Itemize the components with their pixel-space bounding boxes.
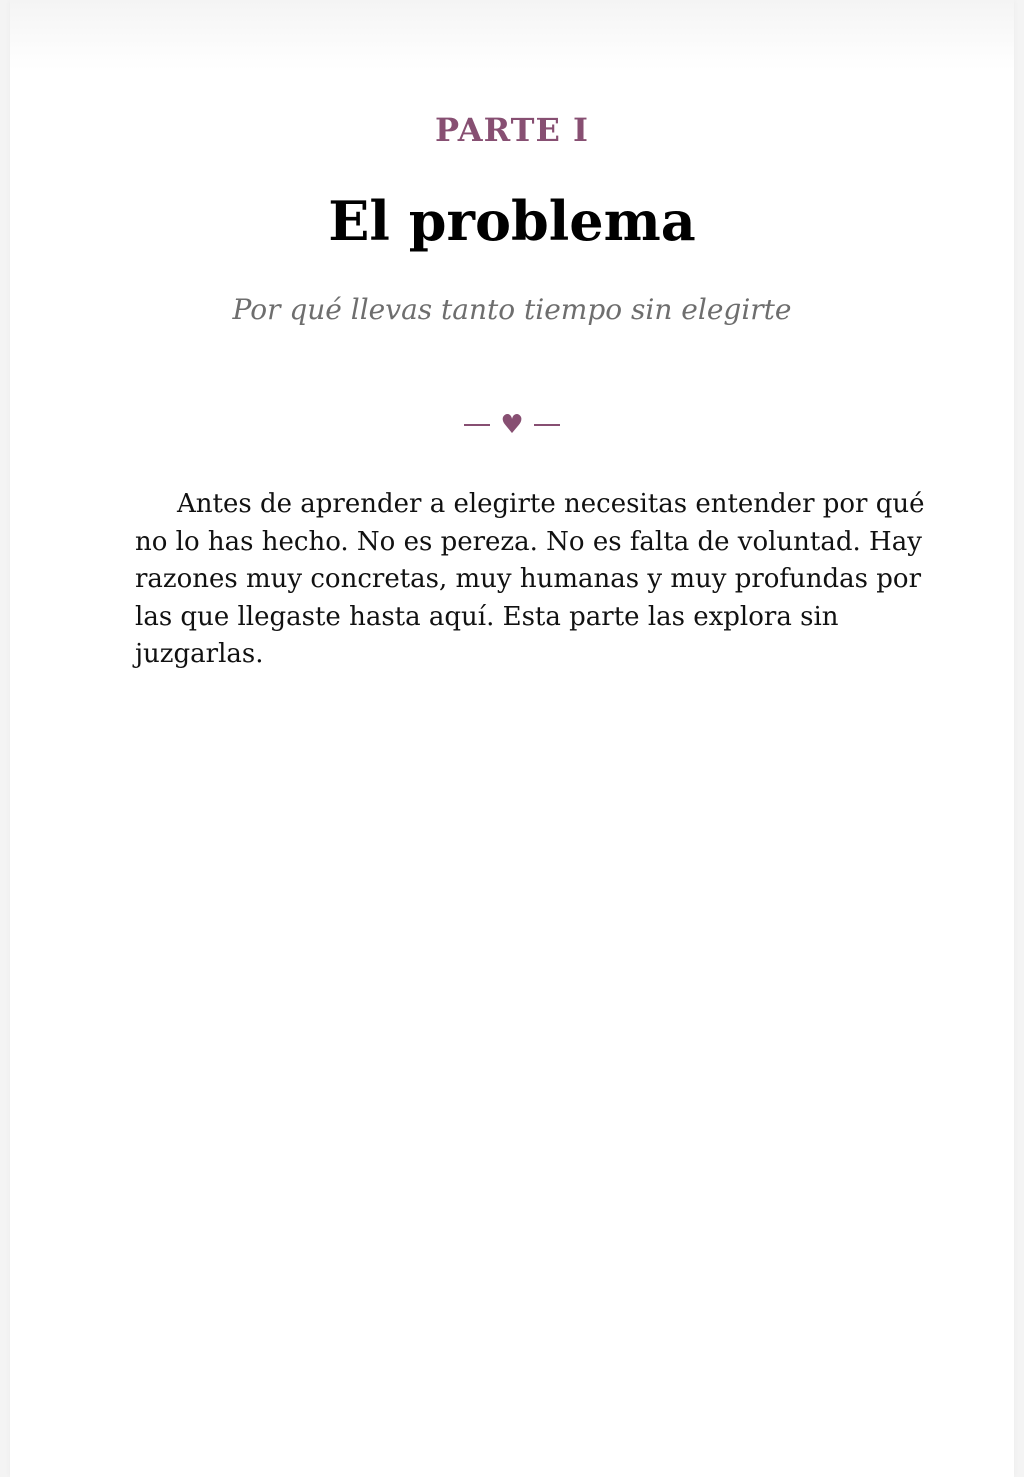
intro-paragraph: Antes de aprender a elegirte necesitas entender por qué no lo has hecho. No es pereza. No es falta de voluntad. Hay razones muy concretas, muy humanas y muy profundas por las que llegaste hasta aquí. Esta parte las explora sin juzgarlas. <box>135 489 925 669</box>
chapter-title: El problema <box>328 189 696 253</box>
book-page <box>10 0 1014 1477</box>
heart-icon: ♥ <box>500 410 524 440</box>
chapter-subtitle: Por qué llevas tanto tiempo sin elegirte <box>232 293 792 326</box>
ornament-dash-right <box>534 424 560 426</box>
ornament-dash-left <box>464 424 490 426</box>
page-top-shadow <box>10 0 1014 70</box>
part-label: PARTE I <box>435 111 589 149</box>
section-ornament <box>10 406 1014 443</box>
